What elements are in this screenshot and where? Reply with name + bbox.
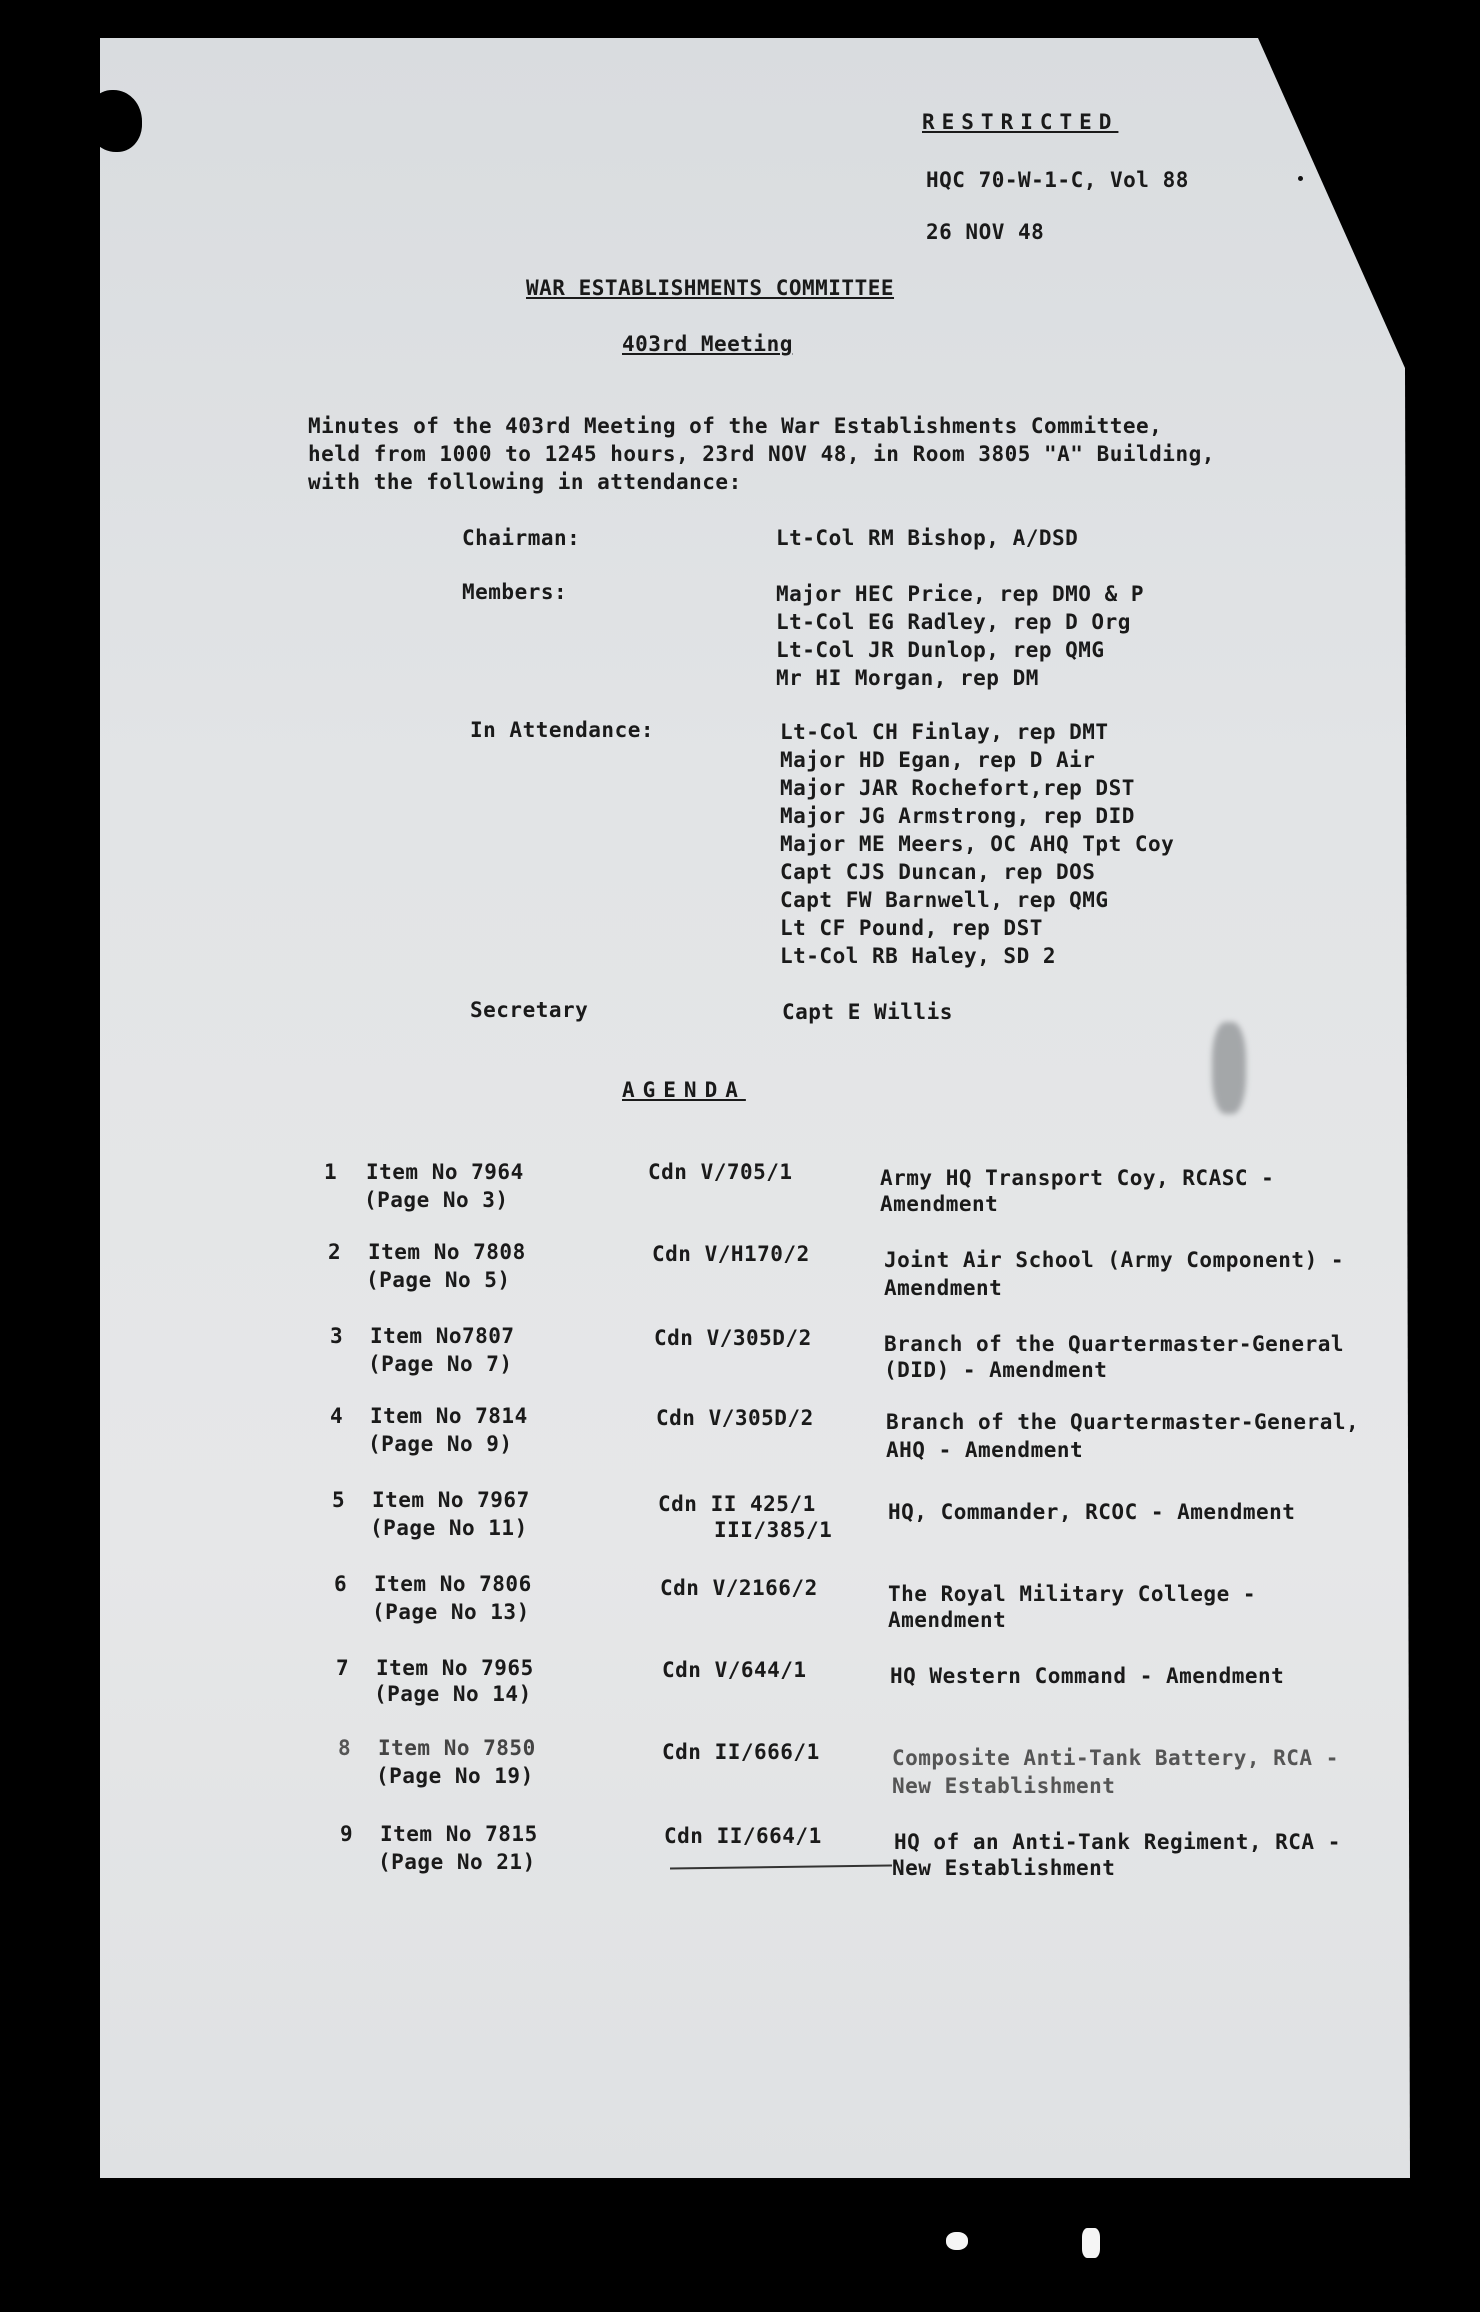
agenda-ref: Cdn II/666/1 [662, 1740, 820, 1764]
agenda-desc: Composite Anti-Tank Battery, RCA - [892, 1746, 1339, 1770]
agenda-desc: Joint Air School (Army Component) - [884, 1248, 1345, 1272]
agenda-number: 4 [330, 1404, 344, 1428]
attendee-entry: Major ME Meers, OC AHQ Tpt Coy [780, 832, 1175, 856]
agenda-page-no: (Page No 19) [376, 1764, 534, 1788]
in-attendance-label: In Attendance: [470, 718, 655, 742]
chairman-label: Chairman: [462, 526, 581, 550]
agenda-page-no: (Page No 5) [366, 1268, 511, 1292]
attendee-entry: Capt FW Barnwell, rep QMG [780, 888, 1109, 912]
attendee-entry: Major JG Armstrong, rep DID [780, 804, 1135, 828]
agenda-number: 7 [336, 1656, 350, 1680]
attendee-entry: Capt CJS Duncan, rep DOS [780, 860, 1096, 884]
agenda-item-no: Item No 7806 [374, 1572, 532, 1596]
agenda-desc: Amendment [880, 1192, 999, 1216]
agenda-number: 6 [334, 1572, 348, 1596]
document-title: WAR ESTABLISHMENTS COMMITTEE [526, 276, 895, 300]
agenda-page-no: (Page No 11) [370, 1516, 528, 1540]
agenda-page-no: (Page No 9) [368, 1432, 513, 1456]
agenda-ref: Cdn II/664/1 [664, 1824, 822, 1848]
agenda-item-no: Item No 7815 [380, 1822, 538, 1846]
agenda-number: 3 [330, 1324, 344, 1348]
members-label: Members: [462, 580, 568, 604]
agenda-item-no: Item No 7967 [372, 1488, 530, 1512]
agenda-desc: (DID) - Amendment [884, 1358, 1108, 1382]
agenda-number: 2 [328, 1240, 342, 1264]
agenda-heading: AGENDA [622, 1078, 746, 1102]
agenda-page-no: (Page No 21) [378, 1850, 536, 1874]
paper-speck [1298, 176, 1303, 181]
intro-line: held from 1000 to 1245 hours, 23rd NOV 48, in Room 3805 "A" Building, [308, 442, 1215, 466]
agenda-ref: Cdn V/305D/2 [654, 1326, 812, 1350]
agenda-number: 9 [340, 1822, 354, 1846]
member-entry: Mr HI Morgan, rep DM [776, 666, 1039, 690]
attendee-entry: Lt-Col RB Haley, SD 2 [780, 944, 1057, 968]
classification-label: RESTRICTED [922, 110, 1119, 134]
agenda-desc: Amendment [888, 1608, 1007, 1632]
member-entry: Lt-Col EG Radley, rep D Org [776, 610, 1131, 634]
agenda-ref: III/385/1 [714, 1518, 833, 1542]
agenda-desc: New Establishment [892, 1774, 1116, 1798]
agenda-desc: HQ of an Anti-Tank Regiment, RCA - [894, 1830, 1341, 1854]
attendee-entry: Major HD Egan, rep D Air [780, 748, 1096, 772]
attendee-entry: Lt CF Pound, rep DST [780, 916, 1043, 940]
agenda-item-no: Item No 7814 [370, 1404, 528, 1428]
agenda-item-no: Item No 7964 [366, 1160, 524, 1184]
agenda-desc: The Royal Military College - [888, 1582, 1257, 1606]
agenda-desc: Branch of the Quartermaster-General, [886, 1410, 1360, 1434]
agenda-page-no: (Page No 7) [368, 1352, 513, 1376]
member-entry: Lt-Col JR Dunlop, rep QMG [776, 638, 1105, 662]
attendee-entry: Major JAR Rochefort,rep DST [780, 776, 1135, 800]
intro-line: with the following in attendance: [308, 470, 742, 494]
agenda-number: 1 [324, 1160, 338, 1184]
agenda-item-no: Item No 7965 [376, 1656, 534, 1680]
chairman-name: Lt-Col RM Bishop, A/DSD [776, 526, 1079, 550]
film-speck [946, 2232, 968, 2250]
agenda-ref: Cdn V/H170/2 [652, 1242, 810, 1266]
film-speck [1082, 2228, 1100, 2258]
agenda-desc: New Establishment [892, 1856, 1116, 1880]
document-date: 26 NOV 48 [926, 220, 1045, 244]
agenda-ref: Cdn V/305D/2 [656, 1406, 814, 1430]
secretary-name: Capt E Willis [782, 1000, 953, 1024]
agenda-desc: Army HQ Transport Coy, RCASC - [880, 1166, 1275, 1190]
agenda-desc: HQ Western Command - Amendment [890, 1664, 1285, 1688]
agenda-desc: HQ, Commander, RCOC - Amendment [888, 1500, 1296, 1524]
member-entry: Major HEC Price, rep DMO & P [776, 582, 1145, 606]
file-reference: HQC 70-W-1-C, Vol 88 [926, 168, 1189, 192]
agenda-page-no: (Page No 13) [372, 1600, 530, 1624]
agenda-desc: Branch of the Quartermaster-General [884, 1332, 1345, 1356]
ink-smudge [1212, 1022, 1246, 1114]
meeting-subtitle: 403rd Meeting [622, 332, 793, 356]
agenda-ref: Cdn V/2166/2 [660, 1576, 818, 1600]
agenda-item-no: Item No 7850 [378, 1736, 536, 1760]
agenda-item-no: Item No7807 [370, 1324, 515, 1348]
agenda-page-no: (Page No 3) [364, 1188, 509, 1212]
agenda-desc: Amendment [884, 1276, 1003, 1300]
agenda-item-no: Item No 7808 [368, 1240, 526, 1264]
agenda-desc: AHQ - Amendment [886, 1438, 1084, 1462]
agenda-ref: Cdn II 425/1 [658, 1492, 816, 1516]
agenda-number: 8 [338, 1736, 352, 1760]
attendee-entry: Lt-Col CH Finlay, rep DMT [780, 720, 1109, 744]
punch-hole [86, 90, 142, 152]
agenda-ref: Cdn V/644/1 [662, 1658, 807, 1682]
intro-line: Minutes of the 403rd Meeting of the War Establishments Committee, [308, 414, 1163, 438]
document-page [100, 38, 1410, 2178]
agenda-number: 5 [332, 1488, 346, 1512]
secretary-label: Secretary [470, 998, 589, 1022]
agenda-page-no: (Page No 14) [374, 1682, 532, 1706]
agenda-ref: Cdn V/705/1 [648, 1160, 793, 1184]
